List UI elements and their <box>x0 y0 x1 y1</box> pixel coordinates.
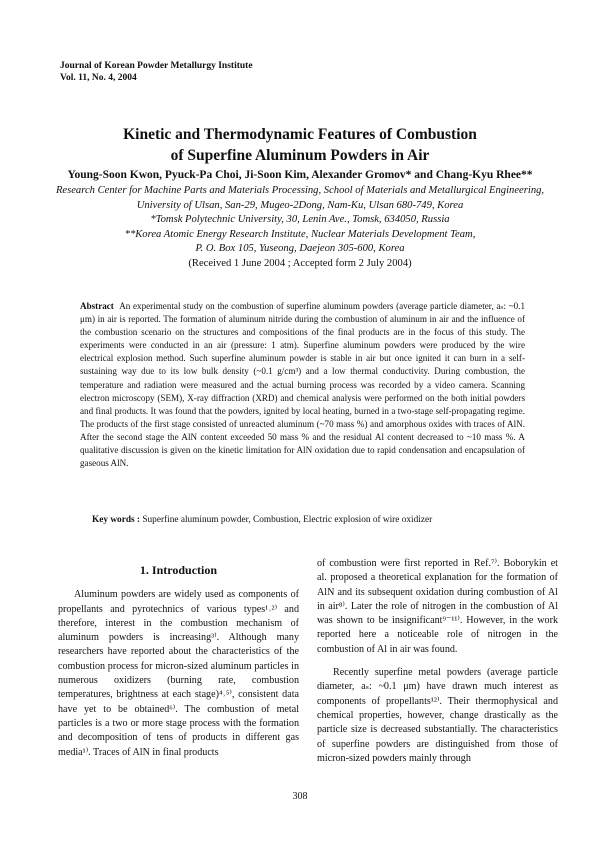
keywords-heading: Key words : <box>92 515 141 525</box>
affiliations <box>0 184 600 272</box>
journal-name: Journal of Korean Powder Metallurgy Institute <box>60 61 253 71</box>
affiliation-line-4: **Korea Atomic Energy Research Institute, Nuclear Materials Development Team, <box>124 228 476 240</box>
intro-paragraph-1: Aluminum powders are widely used as components of propellants and pyrotechnics of various types¹˒²⁾ and therefore, interest in the combustion mechanism of aluminum powders is increasing³⁾. Although many researchers have reported about the characteristics of the combustion process for micron-sized aluminum particles in numerous oxidizers (burning rate, combustion temperatures, brightness at each stage)⁴˒⁵⁾, consistent data have yet to be obtained⁶⁾. The combustion of metal particles is a two or more stage process with the formation and decomposition of tens of products in different gas media¹⁾. Traces of AlN in final products <box>58 589 299 758</box>
page-number: 308 <box>292 791 308 802</box>
right-column <box>317 557 558 766</box>
intro-paragraph-3: Recently superfine metal powders (average particle diameter, aₛ: ~0.1 μm) have drawn much interest as components of propellants¹²⁾. Their thermophysical and chemical properties, however, change drastically as the particle size is decreased substantially. The characteristics of superfine powders are distinguished from those of micron-sized powders mainly through <box>317 667 558 764</box>
abstract-heading: Abstract <box>80 301 114 311</box>
abstract-text: An experimental study on the combustion of superfine aluminum powders (average particle diameter, aₛ: ~0.1 μm) in air is reported. The formation of aluminum nitride during the combustion of aluminum in air and the influence of the combustion scenario on the structures and compositions of the final products are in the focus of this study. The experiments were conducted in an air (pressure: 1 atm). Superfine aluminum powders were produced by the wire electrical explosion method. Such superfine aluminum powder is stable in air but once ignited it can burn in a self-sustaining way due to its low bulk density (~0.1 g/cm³) and a low thermal conductivity. During combustion, the temperature and radiation were measured and the actual burning process was recorded by a video camera. Scanning electron microscopy (SEM), X-ray diffraction (XRD) and chemical analysis were performed on the both initial powders and final products. It was found that the powders, ignited by local heating, burned in a two-stage self-propagating regime. The products of the first stage consisted of unreacted aluminum (~70 mass %) and amorphous oxides with traces of AlN. After the second stage the AlN content exceeded 50 mass % and the residual Al content decreased to ~10 mass %. A qualitative discussion is given on the kinetic limitation for AlN oxidation due to rapid condensation and encapsulation of gaseous AlN. <box>80 301 526 469</box>
left-column <box>58 560 299 760</box>
keywords-text: Superfine aluminum powder, Combustion, Electric explosion of wire oxidizer <box>142 515 433 525</box>
keywords <box>92 514 532 527</box>
title-line-2: of Superfine Aluminum Powders in Air <box>170 147 430 164</box>
affiliation-line-2: University of Ulsan, San-29, Mugeo-2Dong, Nam-Ku, Ulsan 680-749, Korea <box>136 199 464 211</box>
author-list: Young-Soon Kwon, Pyuck-Pa Choi, Ji-Soon Kim, Alexander Gromov* and Chang-Kyu Rhee** <box>67 169 533 181</box>
section-heading-introduction: 1. Introduction <box>139 563 218 577</box>
intro-paragraph-2: of combustion were first reported in Ref.⁷⁾. Boborykin et al. proposed a theoretical explanation for the formation of AlN and its subsequent oxidation during combustion of Al in air⁸⁾. Later the role of nitrogen in the combustion of Al was shown to be insignificant⁹⁻¹¹⁾. However, in the work reported here a noticeable role of nitrogen in the combustion of Al in air was found. <box>317 558 558 655</box>
affiliation-line-5: P. O. Box 105, Yuseong, Daejeon 305-600, Korea <box>195 243 405 255</box>
journal-volume: Vol. 11, No. 4, 2004 <box>60 73 137 83</box>
affiliation-line-1: Research Center for Machine Parts and Materials Processing, School of Materials and Metallurgical Engineering, <box>55 185 545 196</box>
title-line-1: Kinetic and Thermodynamic Features of Combustion <box>123 126 477 143</box>
abstract <box>80 300 525 470</box>
journal-header <box>60 60 253 84</box>
affiliation-line-3: *Tomsk Polytechnic University, 30, Lenin Ave., Tomsk, 634050, Russia <box>150 214 450 226</box>
received-dates: (Received 1 June 2004 ; Accepted form 2 July 2004) <box>188 257 412 269</box>
paper-title <box>0 124 600 166</box>
